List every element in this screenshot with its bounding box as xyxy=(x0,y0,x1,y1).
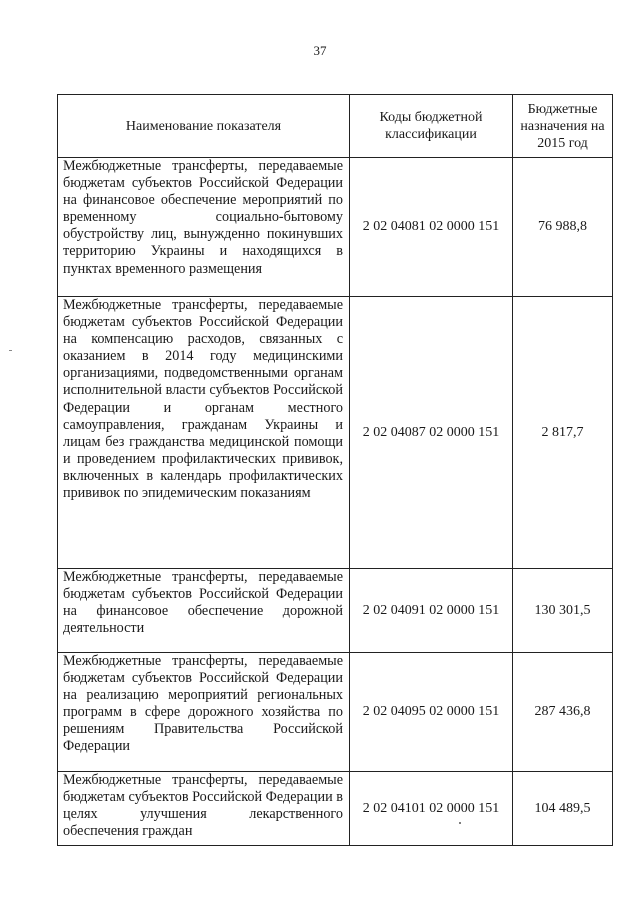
row-amount: 104 489,5 xyxy=(513,772,613,846)
budget-table xyxy=(57,94,613,846)
row-name: Межбюджетные трансферты, передаваемые бюджетам субъектов Российской Федерации в целях улучшения лекарственного обеспечения граждан xyxy=(58,772,350,846)
row-name: Межбюджетные трансферты, передаваемые бюджетам субъектов Российской Федерации на реализацию мероприятий региональных программ в сфере дорожного хозяйства по решениям Правительства Российской Федерации xyxy=(58,653,350,772)
row-name: Межбюджетные трансферты, передаваемые бюджетам субъектов Российской Федерации на компенсацию расходов, связанных с оказанием в 2014 году медицинскими организациями, подведомственными органам исполнительной власти субъектов Российской Федерации и органам местного самоуправления, гражданам Украины и лицам без гражданства медицинской помощи и проведением профилактических прививок, включенных в календарь профилактических прививок по эпидемическим показаниям xyxy=(58,297,350,569)
table-row xyxy=(58,158,613,297)
row-code: 2 02 04091 02 0000 151 xyxy=(350,569,513,653)
row-code: 2 02 04081 02 0000 151 xyxy=(350,158,513,297)
page-number: 37 xyxy=(313,43,327,58)
header-name: Наименование показателя xyxy=(58,95,350,158)
row-amount: 2 817,7 xyxy=(513,297,613,569)
table-row xyxy=(58,772,613,846)
row-amount: 76 988,8 xyxy=(513,158,613,297)
table-row xyxy=(58,569,613,653)
scan-artifact-mark xyxy=(9,350,12,351)
header-amount: Бюджетные назначения на 2015 год xyxy=(513,95,613,158)
scan-artifact-dot xyxy=(459,822,461,824)
row-code: 2 02 04087 02 0000 151 xyxy=(350,297,513,569)
row-name: Межбюджетные трансферты, передаваемые бюджетам субъектов Российской Федерации на финансовое обеспечение мероприятий по временному социально-бытовому обустройству лиц, вынужденно покинувших территорию Украины и находящихся в пунктах временного размещения xyxy=(58,158,350,297)
row-amount: 130 301,5 xyxy=(513,569,613,653)
header-code: Коды бюджетной классификации xyxy=(350,95,513,158)
row-name: Межбюджетные трансферты, передаваемые бюджетам субъектов Российской Федерации на финансовое обеспечение дорожной деятельности xyxy=(58,569,350,653)
row-code: 2 02 04095 02 0000 151 xyxy=(350,653,513,772)
row-amount: 287 436,8 xyxy=(513,653,613,772)
row-code: 2 02 04101 02 0000 151 xyxy=(350,772,513,846)
table-row xyxy=(58,297,613,569)
table-header-row xyxy=(58,95,613,158)
table-row xyxy=(58,653,613,772)
